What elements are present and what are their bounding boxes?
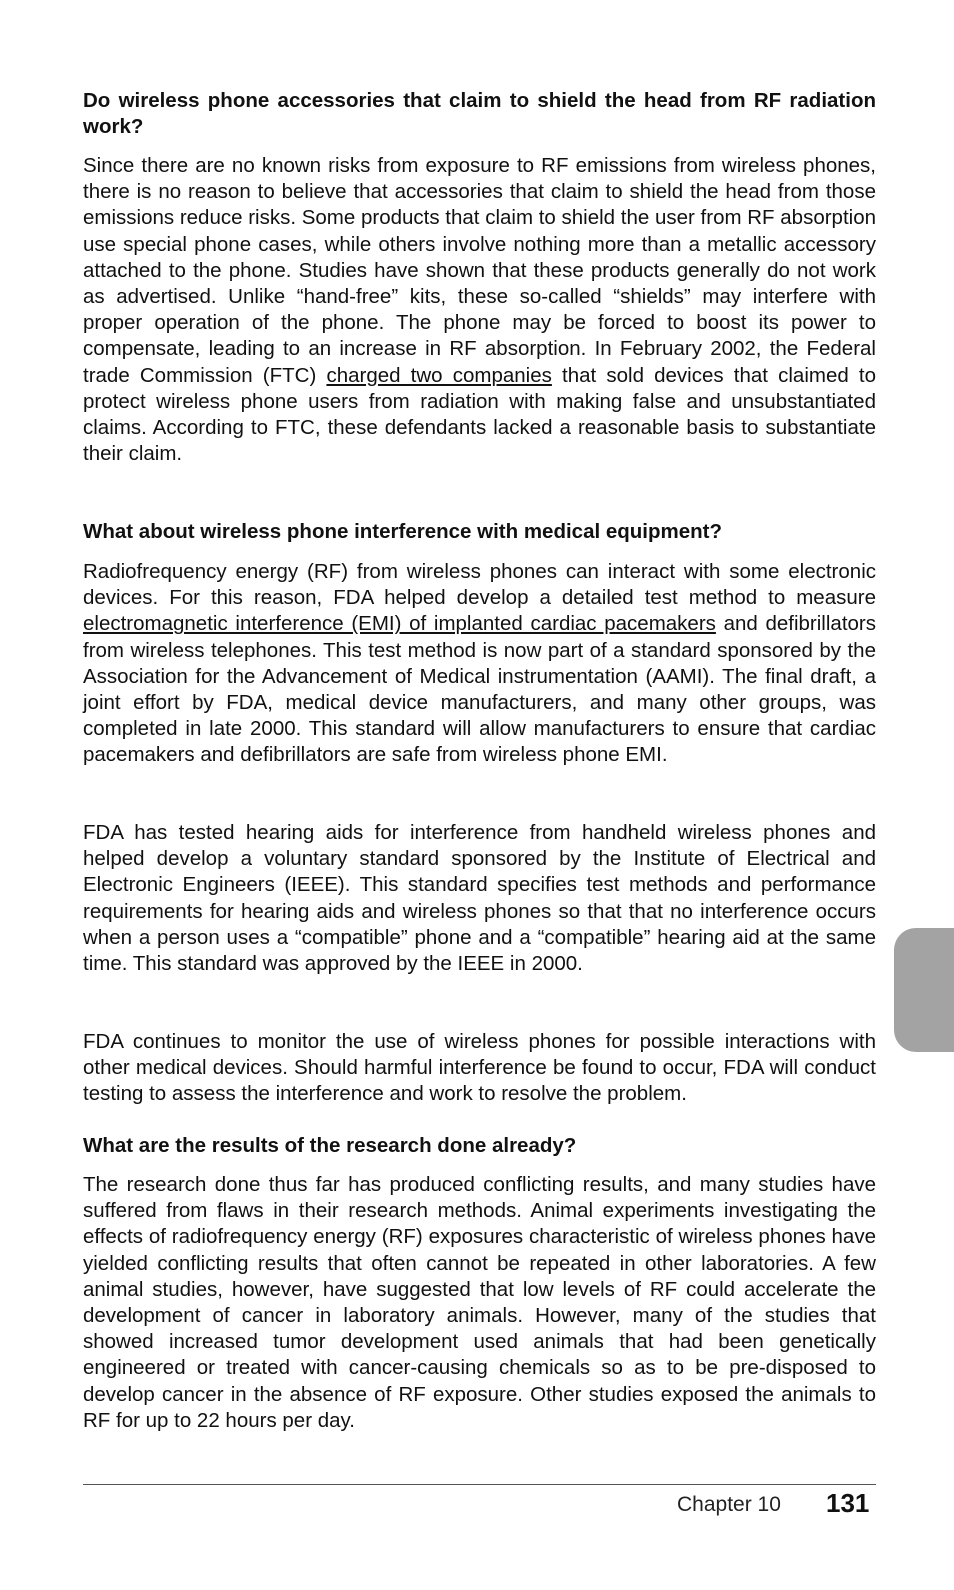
paragraph-fda-monitoring: FDA continues to monitor the use of wireless phones for possible interactions with other medical devices. Should harmful interference be found to occur, FDA will conduct testing to assess the interference and work to resolve the problem.: [83, 1030, 876, 1106]
paragraph-text: Since there are no known risks from exposure to RF emissions from wireless phones, there is no reason to believe that accessories that claim to shield the head from those emissions reduce risks. Some products that claim to shield the user from RF absorption use special phone cases, while others involve nothing more than a metallic accessory attached to the phone. Studies have shown that these products generally do not work as advertised. Unlike “hand-free” kits, these so-called “shields” may interfere with proper operation of the phone. The phone may be forced to boost its power to compensate, leading to an increase in RF absorption. In February 2002, the Federal trade Commission (FTC): [83, 154, 876, 387]
section-heading-research-results: What are the results of the research done already?: [83, 1134, 577, 1157]
section-heading-medical-equipment: What about wireless phone interference with medical equipment?: [83, 520, 723, 543]
page-number: 131: [826, 1488, 870, 1518]
paragraph-emi-pacemakers: [83, 559, 876, 769]
chapter-thumb-tab: [894, 928, 954, 1052]
paragraph-text: that sold devices that claimed to protect wireless phone users from radiation with making false and unsubstantiated claims. According to FTC, these defendants lacked a reasonable basis to substantiate their claim.: [83, 363, 876, 466]
paragraph-text: Radiofrequency energy (RF) from wireless phones can interact with some electronic devices. For this reason, FDA helped develop a detailed test method to measure: [83, 560, 876, 610]
paragraph-hearing-aids: FDA has tested hearing aids for interference from handheld wireless phones and helped develop a voluntary standard sponsored by the Institute of Electrical and Electronic Engineers (IEEE). This standard specifies test methods and performance requirements for hearing aids and wireless phones so that that no interference occurs when a person uses a “compatible” phone and a “compatible” hearing aid at the same time. This standard was approved by the IEEE in 2000.: [83, 821, 876, 976]
link-emi-pacemakers[interactable]: electromagnetic interference (EMI) of implanted cardiac pacemakers: [83, 612, 716, 636]
paragraph-shield-accessories: [83, 153, 876, 467]
paragraph-research-results: The research done thus far has produced conflicting results, and many studies have suffered from flaws in their research methods. Animal experiments investigating the effects of radiofrequency energy (RF) exposures characteristic of wireless phones have yielded conflicting results that often cannot be repeated in other laboratories. A few animal studies, however, have suggested that low levels of RF could accelerate the development of cancer in laboratory animals. However, many of the studies that showed increased tumor development used animals that had been genetically engineered or treated with cancer-causing chemicals so as to be pre-disposed to develop cancer in the absence of RF exposure. Other studies exposed the animals to RF for up to 22 hours per day.: [83, 1173, 876, 1432]
paragraph-text: and defibrillators from wireless telephones. This test method is now part of a standard sponsored by the Association for the Advancement of Medical instrumentation (AAMI). The final draft, a joint effort by FDA, medical device manufacturers, and many other groups, was completed in late 2000. This standard will allow manufacturers to ensure that cardiac pacemakers and defibrillators are safe from wireless phone EMI.: [83, 612, 876, 767]
footer-chapter-label: Chapter 10: [677, 1493, 781, 1516]
section-heading-shield-accessories: Do wireless phone accessories that claim to shield the head from RF radiation work?: [83, 89, 876, 138]
footer-divider: [83, 1484, 876, 1485]
link-charged-two-companies[interactable]: charged two companies: [326, 363, 552, 387]
